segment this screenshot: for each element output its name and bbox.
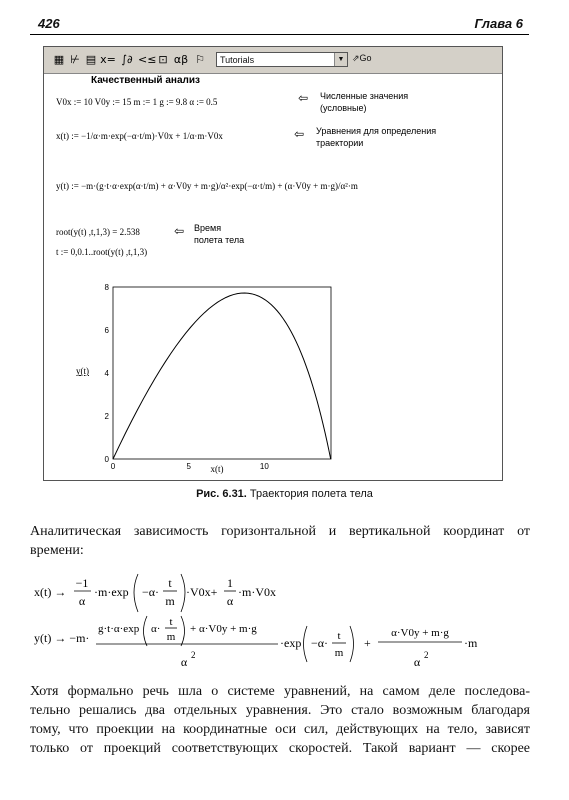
x-tick-label: 5 [186,462,191,471]
svg-text:·V0x+: ·V0x+ [186,585,218,599]
symbolic-icon[interactable]: ⚐ [195,53,205,66]
svg-text:·exp: ·exp [280,636,302,650]
x-equals-icon[interactable]: x= [100,53,116,66]
equation-y-result [34,614,524,678]
equation-y-svg [34,614,524,674]
svg-text:+: + [364,636,371,650]
left-arrow-icon: ⇦ [298,91,309,105]
figure-caption [0,488,569,500]
note-time-1: Время [194,223,222,233]
mathcad-screenshot [43,46,503,481]
svg-text:t: t [337,630,341,642]
svg-text:2: 2 [424,650,429,660]
header-rule [30,34,529,35]
svg-text:+ α·V0y + m·g: + α·V0y + m·g [190,623,257,635]
chapter-title: Глава 6 [474,16,523,31]
paragraph-1 [30,522,530,560]
y-axis-label: y(t) [76,366,89,376]
svg-text:y(t) → −m·: y(t) → −m· [34,631,90,645]
calculus-icon[interactable]: ∫∂ [121,53,133,66]
para2-line3: тому, что проекции на координатные оси сил, действующих на тело, зависят [30,722,530,737]
worksheet-title: Качественный анализ [91,75,200,86]
equation-x-svg [34,570,334,620]
matrix-icon[interactable]: ▤ [85,53,97,66]
math-toolbar [44,47,502,74]
greek-icon[interactable]: αβ [173,53,189,66]
resource-select[interactable] [216,52,348,67]
note-values-1: Численные значения [320,91,409,101]
page-number: 426 [38,16,60,31]
graph-icon[interactable]: ⊬ [70,53,80,66]
x-tick-label: 0 [110,462,116,471]
svg-text:·m·exp: ·m·exp [94,585,129,599]
svg-text:x(t) →: x(t) → [34,585,67,599]
chevron-down-icon[interactable]: ▼ [334,53,347,66]
svg-text:−1: −1 [75,576,89,590]
x-tick-label: 10 [259,462,269,471]
svg-text:α·: α· [151,623,161,635]
boolean-icon[interactable]: <≤ [138,53,157,66]
svg-text:g·t·α·exp: g·t·α·exp [98,623,140,635]
left-arrow-icon: ⇦ [174,224,185,238]
svg-text:·m·V0x: ·m·V0x [238,585,276,599]
note-time-2: полета тела [194,235,245,245]
definitions-line[interactable]: V0x := 10 V0y := 15 m := 1 g := 9.8 α := 0.5 [56,97,218,107]
y-tick-label: 4 [104,369,109,378]
svg-text:α: α [78,594,86,608]
plot-frame [113,287,331,459]
equation-x[interactable]: x(t) := −1/α·m·exp(−α·t/m)·V0x + 1/α·m·V0x [56,131,223,141]
svg-text:−α·: −α· [311,636,329,650]
go-label: Go [359,53,372,63]
trajectory-plot[interactable] [76,277,339,477]
svg-text:−α·: −α· [142,585,160,599]
para2-line2: тельно решались два отдельных уравнения. Это стало возможным благодаря [30,703,530,718]
para2-line4: только от проекций соответствующих скоростей. Такой вариант — скорее [30,741,530,756]
go-arrow-icon: ⇗ [352,53,360,63]
figure-number: Рис. 6.31. [196,488,247,500]
left-arrow-icon: ⇦ [294,127,305,141]
programming-icon[interactable]: ⊡ [158,53,168,66]
x-axis-label: x(t) [210,464,224,474]
note-eq-2: траектории [316,138,364,148]
svg-text:α: α [180,655,188,669]
svg-text:2: 2 [191,650,196,660]
root-line[interactable]: root(y(t) ,t,1,3) = 2.538 [56,227,140,237]
y-tick-label: 2 [104,412,109,421]
y-tick-label: 6 [104,326,109,335]
paragraph-2 [30,682,530,758]
y-tick-label: 0 [104,455,109,464]
para2-line1: Хотя формально речь шла о системе уравнений, на самом деле последова- [30,684,530,699]
equation-y[interactable]: y(t) := −m·(g·t·α·exp(α·t/m) + α·V0y + m·g)/α²·exp(−α·t/m) + (α·V0y + m·g)/α²·m [56,181,358,191]
svg-text:m: m [165,594,175,608]
resource-select-value: Tutorials [220,55,255,65]
svg-text:1: 1 [227,576,233,590]
figure-caption-text: Траектория полета тела [249,488,373,500]
svg-text:α·V0y + m·g: α·V0y + m·g [391,627,449,639]
para1-line1: Аналитическая зависимость горизонтальной и вертикальной координат от [30,524,530,539]
trajectory-line [113,293,331,459]
para1-line2: времени: [30,543,84,558]
note-values-2: (условные) [320,103,367,113]
svg-text:m: m [334,647,344,659]
svg-text:α: α [226,594,234,608]
svg-text:t: t [169,616,173,628]
go-button[interactable] [352,53,372,64]
svg-text:m: m [166,631,176,643]
range-line[interactable]: t := 0,0.1..root(y(t) ,t,1,3) [56,247,148,257]
note-eq-1: Уравнения для определения [316,126,437,136]
y-tick-label: 8 [104,283,109,292]
svg-text:α: α [413,655,421,669]
plot-layer [105,283,331,471]
svg-text:t: t [168,576,172,590]
calculator-icon[interactable]: ▦ [53,53,65,66]
svg-text:·m: ·m [464,636,478,650]
